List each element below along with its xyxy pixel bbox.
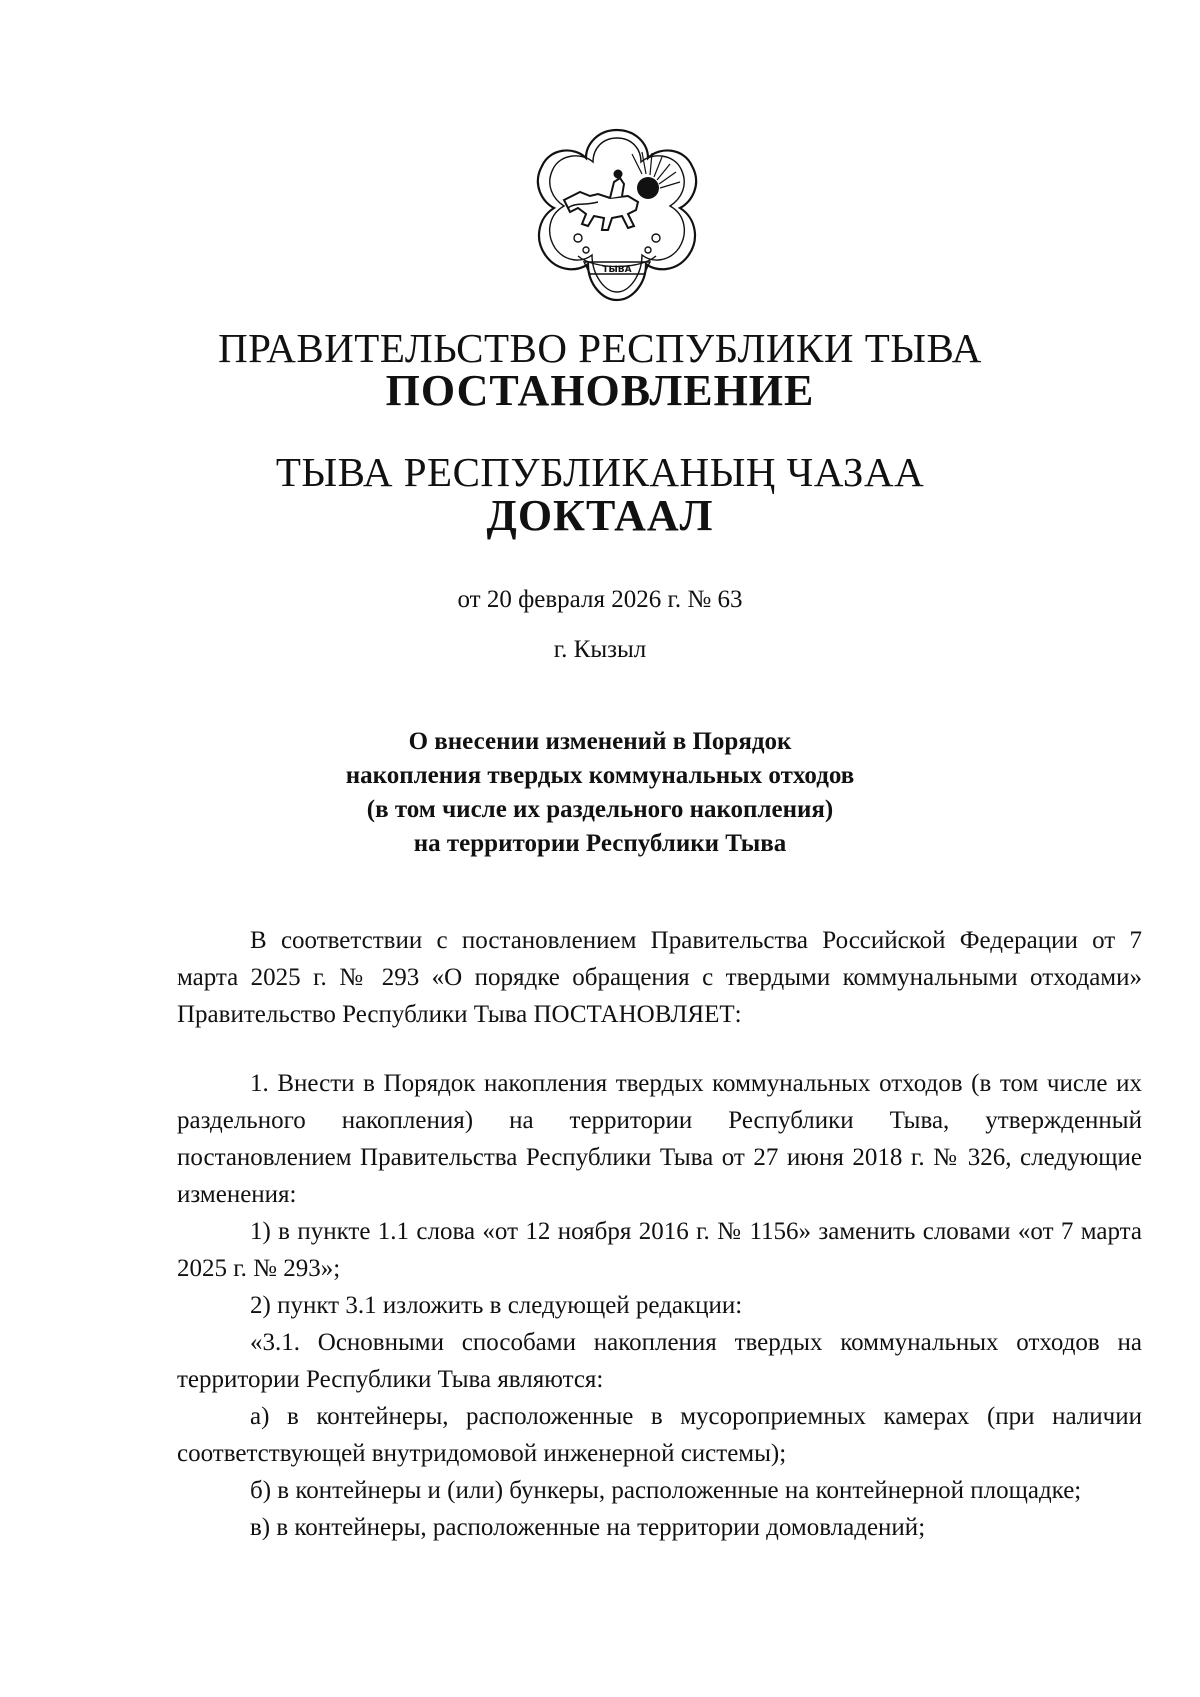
body-paragraph-subitem-1: 1) в пункте 1.1 слова «от 12 ноября 2016 г. № 1156» заменить словами «от 7 марта 2025 г. № 293»;: [177, 1218, 1142, 1282]
svg-text:ТЫВА: ТЫВА: [602, 265, 632, 275]
title-line: О внесении изменений в Порядок: [408, 728, 792, 755]
government-name-tv: ТЫВА РЕСПУБЛИКАНЫҢ ЧАЗАА: [275, 449, 925, 495]
body-paragraph-clause-3-1: «3.1. Основными способами накопления твердых коммунальных отходов на территории Республики Тыва являются:: [177, 1329, 1142, 1393]
government-name-ru: ПРАВИТЕЛЬСТВО РЕСПУБЛИКИ ТЫВА: [218, 325, 982, 371]
body-paragraph-preamble: В соответствии с постановлением Правительства Российской Федерации от 7 марта 2025 г. № 293 «О порядке обращения с твердыми коммунальными отходами» Правительство Республики Тыва ПОСТАНОВЛЯЕТ:: [177, 927, 1142, 1028]
body-paragraph-clause-v: в) в контейнеры, расположенные на территории домовладений;: [250, 1514, 926, 1541]
decree-city: г. Кызыл: [553, 636, 647, 663]
tyva-emblem-icon: [524, 122, 710, 308]
body-paragraph-clause-a: а) в контейнеры, расположенные в мусороприемных камерах (при наличии соответствующей внутридомовой инженерной системы);: [177, 1403, 1142, 1467]
body-paragraph-subitem-2: 2) пункт 3.1 изложить в следующей редакции:: [250, 1292, 743, 1319]
body-paragraph-clause-b: б) в контейнеры и (или) бункеры, расположенные на контейнерной площадке;: [250, 1477, 1082, 1504]
title-line: накопления твердых коммунальных отходов: [345, 762, 855, 789]
title-line: на территории Республики Тыва: [413, 830, 787, 857]
decree-type-ru: ПОСТАНОВЛЕНИЕ: [385, 366, 815, 415]
decree-type-tv: ДОКТААЛ: [486, 491, 714, 540]
decree-body: [177, 922, 1142, 1546]
decree-date-number: от 20 февраля 2026 г. № 63: [457, 586, 743, 613]
decree-title: [0, 725, 1200, 861]
body-paragraph-item-1: 1. Внести в Порядок накопления твердых коммунальных отходов (в том числе их раздельного накопления) на территории Республики Тыва, утвержденный постановлением Правительства Республики Тыва от 27 июня 2018 г. № 326, следующие изменения:: [177, 1070, 1142, 1208]
title-line: (в том числе их раздельного накопления): [366, 796, 834, 823]
